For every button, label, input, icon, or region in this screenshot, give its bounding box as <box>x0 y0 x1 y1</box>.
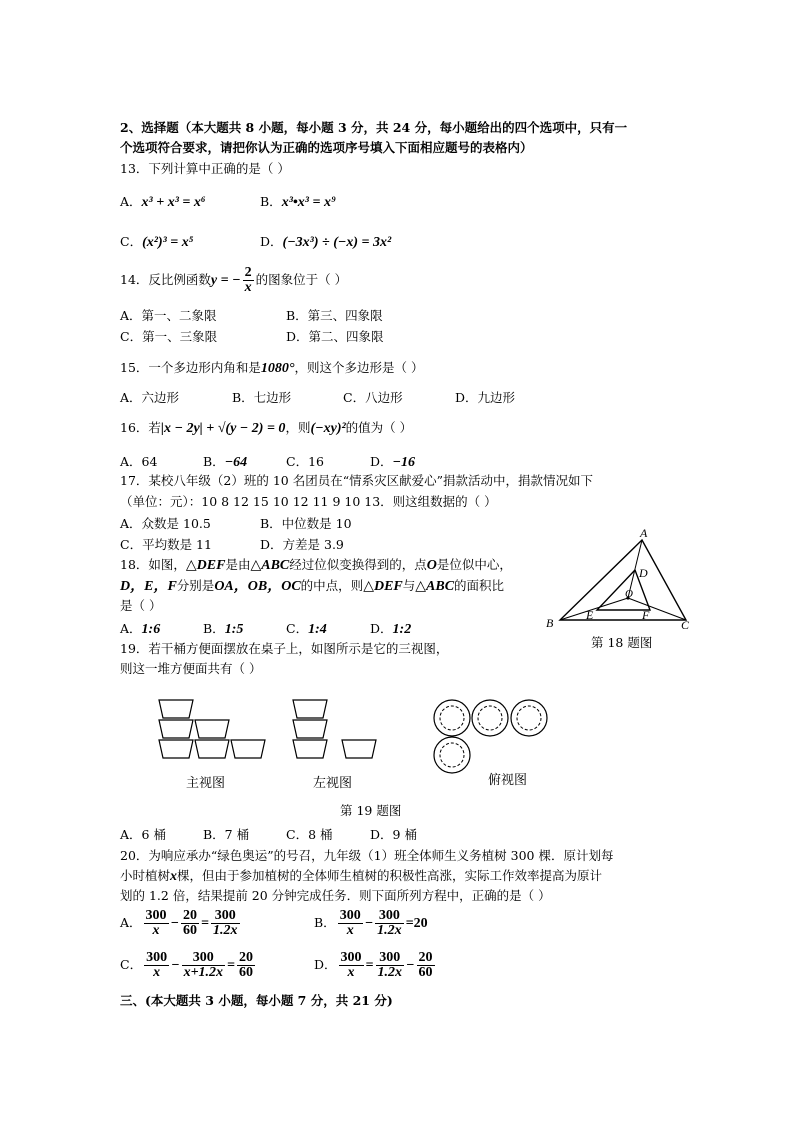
q19-top-view-label: 俯视图 <box>488 773 528 788</box>
q16-option-a: A．64 <box>120 454 158 469</box>
q13-option-c: C．(x²)³ = x⁵ <box>120 234 194 250</box>
q16-option-b: B．−64 <box>203 454 248 470</box>
q15-stem: 15．一个多边形内角和是1080°，则这个多边形是（ ） <box>120 360 424 376</box>
bucket <box>159 740 193 758</box>
q20-option-b: B． $\frac{300}{x}$ − $\frac{300}{1.2x}$ =20 <box>314 908 428 938</box>
q14-option-b: B．第三、四象限 <box>286 308 383 323</box>
q14-option-a: A．第一、二象限 <box>120 308 217 323</box>
q17-option-a: A．众数是 10.5 <box>120 516 211 531</box>
q18-line3: 是（ ） <box>120 598 162 613</box>
bucket-top-inner <box>517 706 541 730</box>
q15-option-b: B．七边形 <box>232 390 292 405</box>
q13-option-d: D．(−3x³) ÷ (−x) = 3x² <box>260 234 392 250</box>
q17-line1: 17．某校八年级（2）班的 10 名团员在“情系灾区献爱心”捐款活动中，捐款情况如下 <box>120 473 593 488</box>
q19-option-b: B．7 桶 <box>203 827 250 842</box>
q18-figure-caption: 第 18 题图 <box>591 635 653 650</box>
bucket <box>342 740 376 758</box>
bucket-top-inner <box>478 706 502 730</box>
q17-option-b: B．中位数是 10 <box>260 516 352 531</box>
bucket <box>195 720 229 738</box>
q13-stem: 13．下列计算中正确的是（ ） <box>120 161 290 176</box>
q17-line2: （单位：元）：10 8 12 15 10 12 11 9 10 13．则这组数据的（ ） <box>120 494 497 509</box>
bucket-top-inner <box>440 706 464 730</box>
q19-figure-caption: 第 19 题图 <box>340 803 402 818</box>
q16-option-c: C．16 <box>286 454 324 469</box>
q15-option-a: A．六边形 <box>120 390 180 405</box>
bucket <box>159 700 193 718</box>
q18-option-c: C．1:4 <box>286 621 327 637</box>
section2-heading-line2: 个选项符合要求，请把你认为正确的选项序号填入下面相应题号的表格内） <box>120 140 533 155</box>
q19-line2: 则这一堆方便面共有（ ） <box>120 661 262 676</box>
q14-fraction: $\frac{2}{x}$ <box>244 265 252 295</box>
q19-option-a: A．6 桶 <box>120 827 166 842</box>
q19-left-view-label: 左视图 <box>313 776 353 791</box>
q20-line2: 小时植树x棵，但由于参加植树的全体师生植树的积极性高涨，实际工作效率提高为原计 <box>120 868 603 884</box>
q18-option-a: A．1:6 <box>120 621 161 637</box>
q16-stem: 16．若|x − 2y| + √(y − 2) = 0，则(−xy)²的值为（ ） <box>120 420 413 436</box>
bucket-top <box>434 700 470 736</box>
q20-option-a: A． $\frac{300}{x}$ − $\frac{20}{60}$ = $\frac{300}{1.2x}$ <box>120 908 238 938</box>
q16-option-d: D．−16 <box>370 454 416 470</box>
bucket <box>293 720 327 738</box>
q15-option-c: C．八边形 <box>343 390 403 405</box>
bucket <box>159 720 193 738</box>
bucket <box>293 740 327 758</box>
label-c: C <box>681 618 690 632</box>
q20-option-c: C． $\frac{300}{x}$ − $\frac{300}{x+1.2x}$ = $\frac{20}{60}$ <box>120 950 254 980</box>
q18-line1: 18．如图，△DEF是由△ABC经过位似变换得到的，点O是位似中心， <box>120 557 512 573</box>
q19-front-view <box>158 698 270 762</box>
q20-option-d: D． $\frac{300}{x}$ = $\frac{300}{1.2x}$ − $\frac{20}{60}$ <box>314 950 433 980</box>
q19-option-d: D．9 桶 <box>370 827 417 842</box>
q17-option-d: D．方差是 3.9 <box>260 537 344 552</box>
label-o: O <box>625 588 633 600</box>
label-e: E <box>586 608 594 622</box>
q19-option-c: C．8 桶 <box>286 827 333 842</box>
q20-line1: 20．为响应承办“绿色奥运”的号召，九年级（1）班全体师生义务植树 300 棵．原计划每 <box>120 848 614 863</box>
section3-heading: 三、(本大题共 3 小题，每小题 7 分，共 21 分) <box>120 993 393 1008</box>
q19-front-view-label: 主视图 <box>186 776 226 791</box>
q15-option-d: D．九边形 <box>455 390 516 405</box>
bucket-top <box>511 700 547 736</box>
q19-line1: 19．若干桶方便面摆放在桌子上，如图所示是它的三视图， <box>120 641 449 656</box>
q17-option-c: C．平均数是 11 <box>120 537 212 552</box>
q13-option-b: B．x³•x³ = x⁹ <box>260 194 336 210</box>
q13-option-a: A．x³ + x³ = x⁶ <box>120 194 206 210</box>
label-f: F <box>642 608 650 622</box>
bucket <box>231 740 265 758</box>
q18-option-b: B．1:5 <box>203 621 244 637</box>
bucket <box>293 700 327 718</box>
q19-left-view <box>292 698 378 762</box>
q19-top-view <box>432 698 556 778</box>
bucket-top <box>434 737 470 773</box>
label-b: B <box>546 616 554 630</box>
q20-line3: 划的 1.2 倍，结果提前 20 分钟完成任务．则下面所列方程中，正确的是（ ） <box>120 888 551 903</box>
q14-stem: 14．反比例函数y = − $\frac{2}{x}$ 的图象位于（ ） <box>120 265 348 295</box>
bucket-top-inner <box>440 743 464 767</box>
bucket <box>195 740 229 758</box>
q18-option-d: D．1:2 <box>370 621 412 637</box>
q18-triangle-figure <box>540 526 700 636</box>
q14-option-d: D．第二、四象限 <box>286 329 384 344</box>
q18-line2: D，E，F分别是OA，OB，OC的中点，则△DEF与△ABC的面积比 <box>120 578 505 594</box>
section2-heading-line1: 2、选择题（本大题共 8 小题，每小题 3 分，共 24 分，每小题给出的四个选项中，只有一 <box>120 120 628 135</box>
label-a: A <box>640 526 648 540</box>
label-d: D <box>639 566 648 580</box>
segment-oc <box>628 598 686 620</box>
segment-ob <box>560 598 628 620</box>
q14-option-c: C．第一、三象限 <box>120 329 218 344</box>
triangle-abc <box>560 540 686 620</box>
bucket-top <box>472 700 508 736</box>
